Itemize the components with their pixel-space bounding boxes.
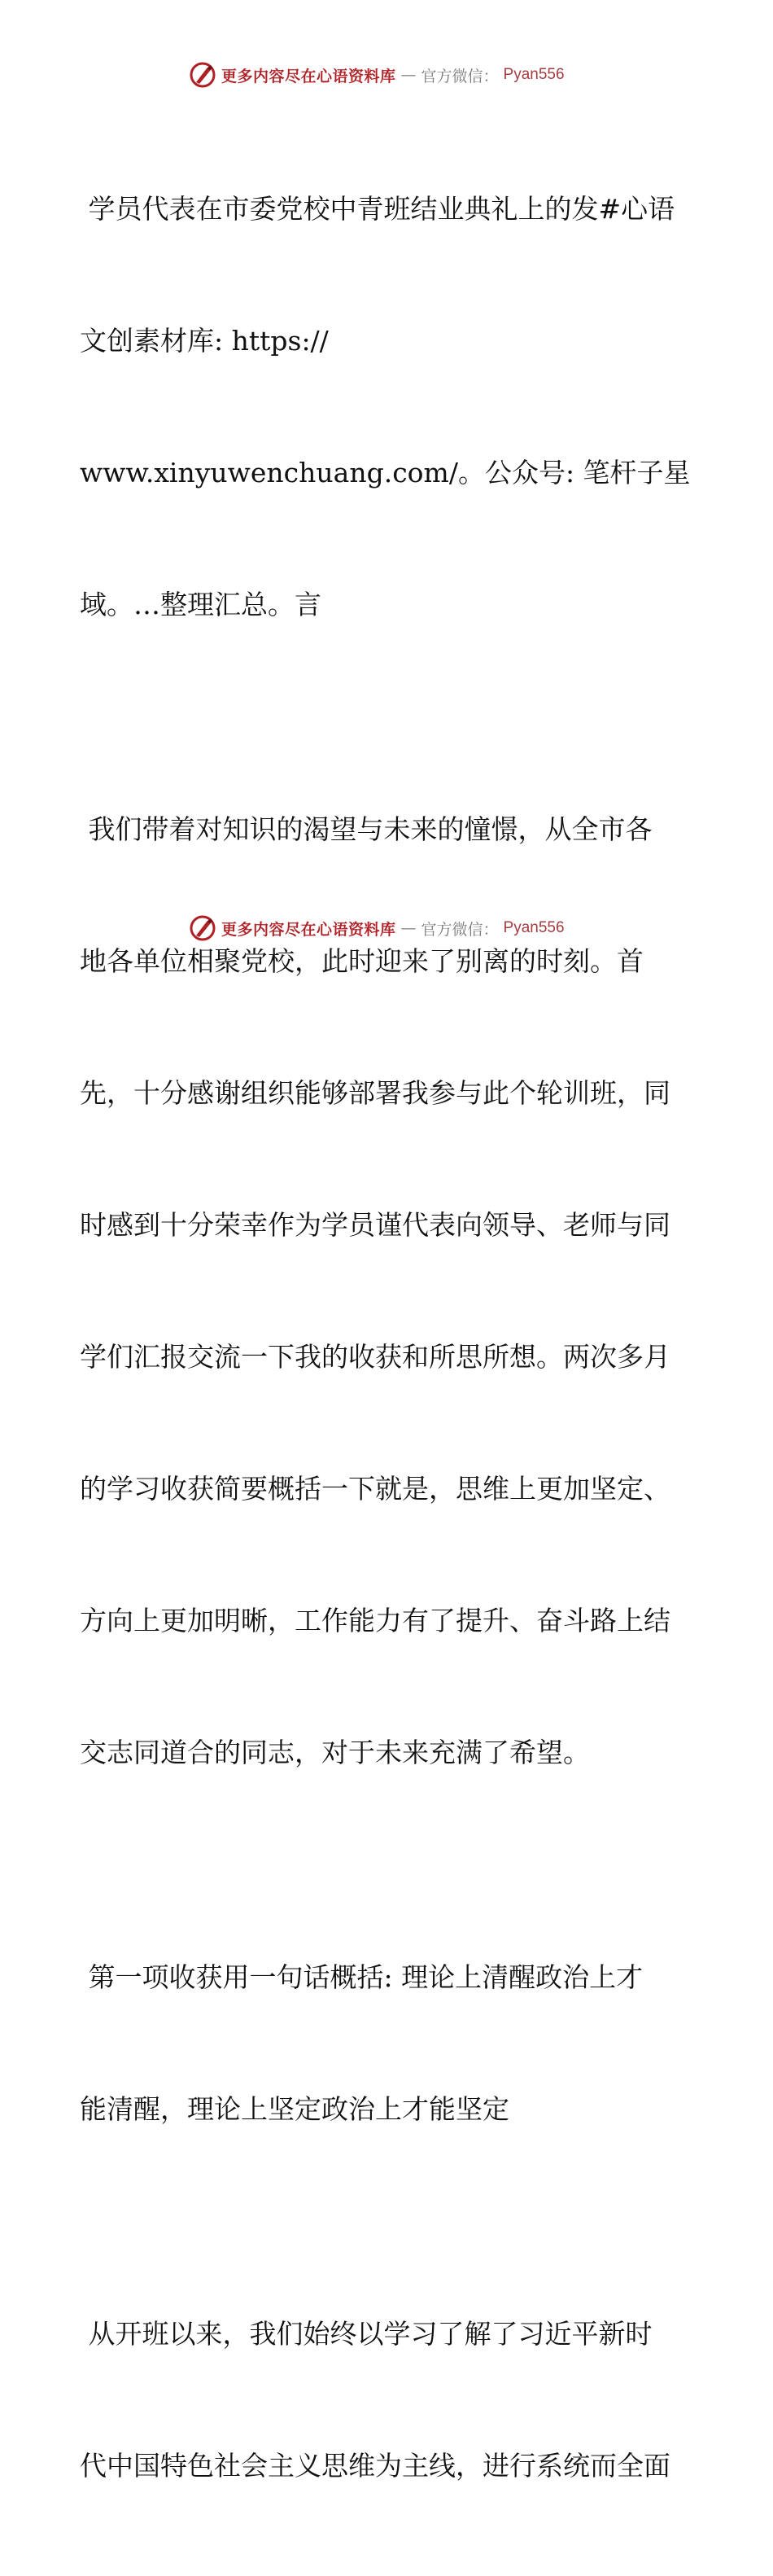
document-body (80, 99, 698, 2576)
watermark-main-text: 更多内容尽在心语资料库 (221, 920, 396, 939)
watermark-wechat-label: 官方微信： (421, 67, 499, 85)
text-line: 文创素材库: https:// (80, 325, 329, 357)
text-line: 先，十分感谢组织能够部署我参与此个轮训班，同 (80, 1077, 670, 1109)
watermark-wechat-id: Pyan556 (503, 66, 565, 83)
text-line: 代中国特色社会主义思维为主线，进行系统而全面 (80, 2450, 670, 2482)
text-line: 方向上更加明晰，工作能力有了提升、奋斗路上结 (80, 1605, 670, 1636)
watermark-main-text: 更多内容尽在心语资料库 (221, 67, 396, 85)
text-line: 地各单位相聚党校，此时迎来了别离的时刻。首 (80, 945, 644, 977)
text-line: 交志同道合的同志，对于未来充满了希望。 (80, 1737, 590, 1768)
text-line: 域。…整理汇总。言 (80, 589, 321, 620)
paragraph-first-gain (80, 1868, 698, 2219)
quill-seal-icon (189, 61, 216, 89)
text-line: 学们汇报交流一下我的收获和所思所想。两次多月 (80, 1341, 670, 1373)
text-line: 学员代表在市委党校中青班结业典礼上的发#心语 (80, 193, 675, 225)
paragraph-since-start (80, 2224, 698, 2576)
text-line: www.xinyuwenchuang.com/。公众号: 笔杆子星 (80, 457, 691, 488)
top-watermark-banner (189, 59, 612, 91)
text-line: 我们带着对知识的渴望与未来的憧憬，从全市各 (80, 813, 653, 845)
bottom-watermark-banner (189, 912, 612, 944)
document-title-paragraph (80, 99, 698, 715)
watermark-dash: — (400, 919, 417, 937)
text-line: 第一项收获用一句话概括: 理论上清醒政治上才 (80, 1961, 644, 1993)
text-line: 能清醒，理论上坚定政治上才能坚定 (80, 2093, 509, 2125)
quill-seal-icon (189, 914, 216, 942)
watermark-wechat-label: 官方微信： (421, 920, 499, 939)
paragraph-intro (80, 720, 698, 1863)
text-line: 的学习收获简要概括一下就是，思维上更加坚定、 (80, 1473, 670, 1505)
watermark-wechat-id: Pyan556 (503, 919, 565, 936)
watermark-dash: — (400, 66, 417, 84)
text-line: 时感到十分荣幸作为学员谨代表向领导、老师与同 (80, 1209, 670, 1241)
text-line: 从开班以来，我们始终以学习了解了习近平新时 (80, 2318, 653, 2350)
